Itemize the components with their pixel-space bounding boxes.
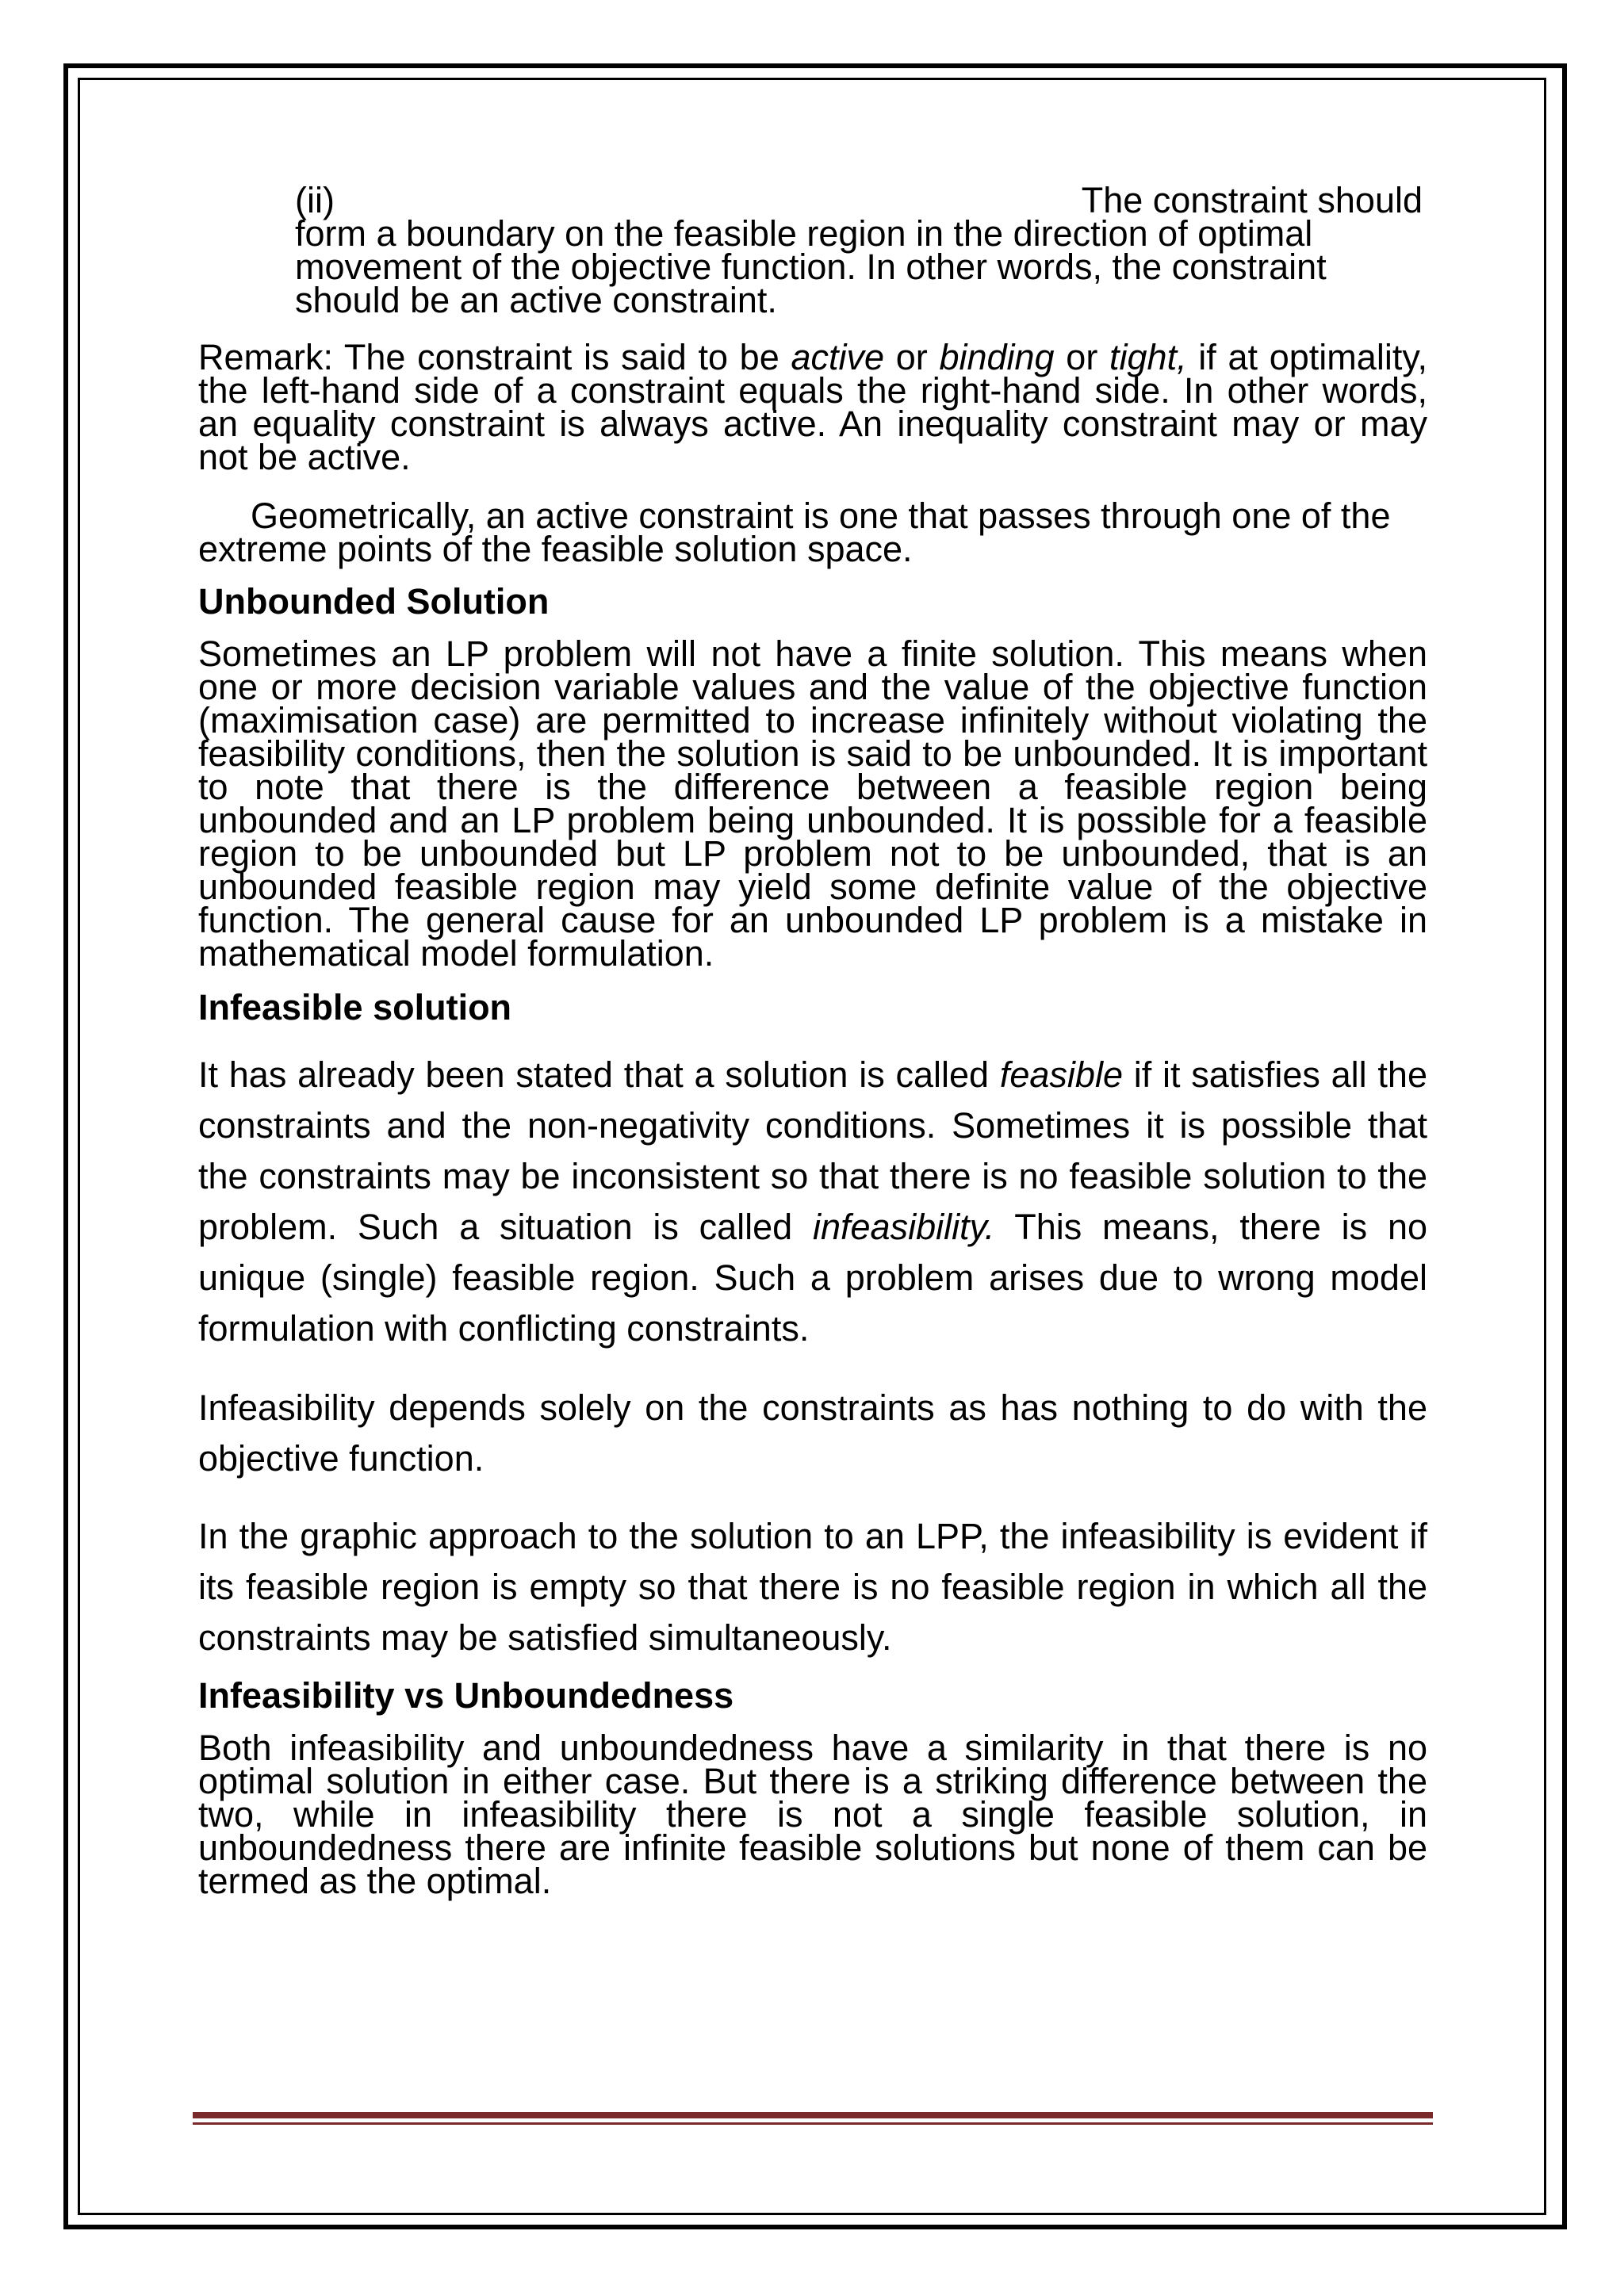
geometric-paragraph: Geometrically, an active constraint is one that passes through one of the extreme points of the feasible solution space. [198, 496, 1391, 569]
term-infeasibility: infeasibility. [812, 1207, 995, 1247]
unbounded-paragraph: Sometimes an LP problem will not have a finite solution. This means when one or more decision variable values and the value of the objective function (maximisation case) are permitted to increase infinitely without violating the feasibility conditions, then the solution is said to be unbounded. It is important to note that there is the difference between a feasible region being unbounded and an LP problem being unbounded. It is possible for a feasible region to be unbounded but LP problem not to be unbounded, that is an unbounded feasible region may yield some definite value of the objective function. The general cause for an unbounded LP problem is a mistake in mathematical model formulation. [198, 633, 1427, 974]
remark-prefix: Remark: The constraint is said to be [198, 337, 791, 377]
footer-rule-thick [193, 2112, 1433, 2118]
list-item-ii [295, 180, 1423, 320]
remark-or-2: or [1054, 337, 1110, 377]
infeasible-paragraph-3: In the graphic approach to the solution to an LPP, the infeasibility is evident if its feasible region is empty so that there is no feasible region in which all the constraints may be satisfied simultaneously. [198, 1516, 1427, 1658]
infeasible-paragraph-1 [198, 1050, 1427, 1354]
remark-paragraph [198, 337, 1427, 477]
footer-rule-thin [193, 2122, 1433, 2125]
infeasible-p1-b: if it satisfies all the constraints and the non-negativity conditions. Sometimes it is possible that the constraints may be inconsistent so that there is no feasible solution to the problem. Such a situation is called [198, 1054, 1427, 1247]
term-active: active [791, 337, 885, 377]
term-feasible: feasible [999, 1054, 1123, 1095]
heading-infeasibility-vs-unboundedness: Infeasibility vs Unboundedness [198, 1675, 734, 1716]
versus-paragraph: Both infeasibility and unboundedness have a similarity in that there is no optimal solution in either case. But there is a striking difference between the two, while in infeasibility there is not a single feasible solution, in unboundedness there are infinite feasible solutions but none of them can be termed as the optimal. [198, 1728, 1427, 1901]
page-content [198, 180, 1427, 1901]
infeasible-p1-c: This means, there is no unique (single) feasible region. Such a problem arises due to wrong model formulation with conflicting constraints. [198, 1207, 1427, 1349]
remark-or-1: or [884, 337, 940, 377]
infeasible-paragraph-2: Infeasibility depends solely on the constraints as has nothing to do with the objective function. [198, 1387, 1427, 1479]
term-binding: binding [939, 337, 1055, 377]
item-ii-label: (ii) [295, 180, 335, 220]
remark-rest: if at optimality, the left-hand side of a constraint equals the right-hand side. In other words, an equality constraint is always active. An inequality constraint may or may not be active. [198, 337, 1427, 477]
heading-unbounded-solution: Unbounded Solution [198, 581, 550, 622]
heading-infeasible-solution: Infeasible solution [198, 987, 512, 1027]
infeasible-p1-a: It has already been stated that a solution is called [198, 1054, 1000, 1095]
item-ii-text: form a boundary on the feasible region in the direction of optimal movement of the objective function. In other words, the constraint should be an active constraint. [295, 213, 1327, 320]
item-ii-lead: The constraint should [1081, 180, 1423, 220]
term-tight: tight, [1109, 337, 1187, 377]
